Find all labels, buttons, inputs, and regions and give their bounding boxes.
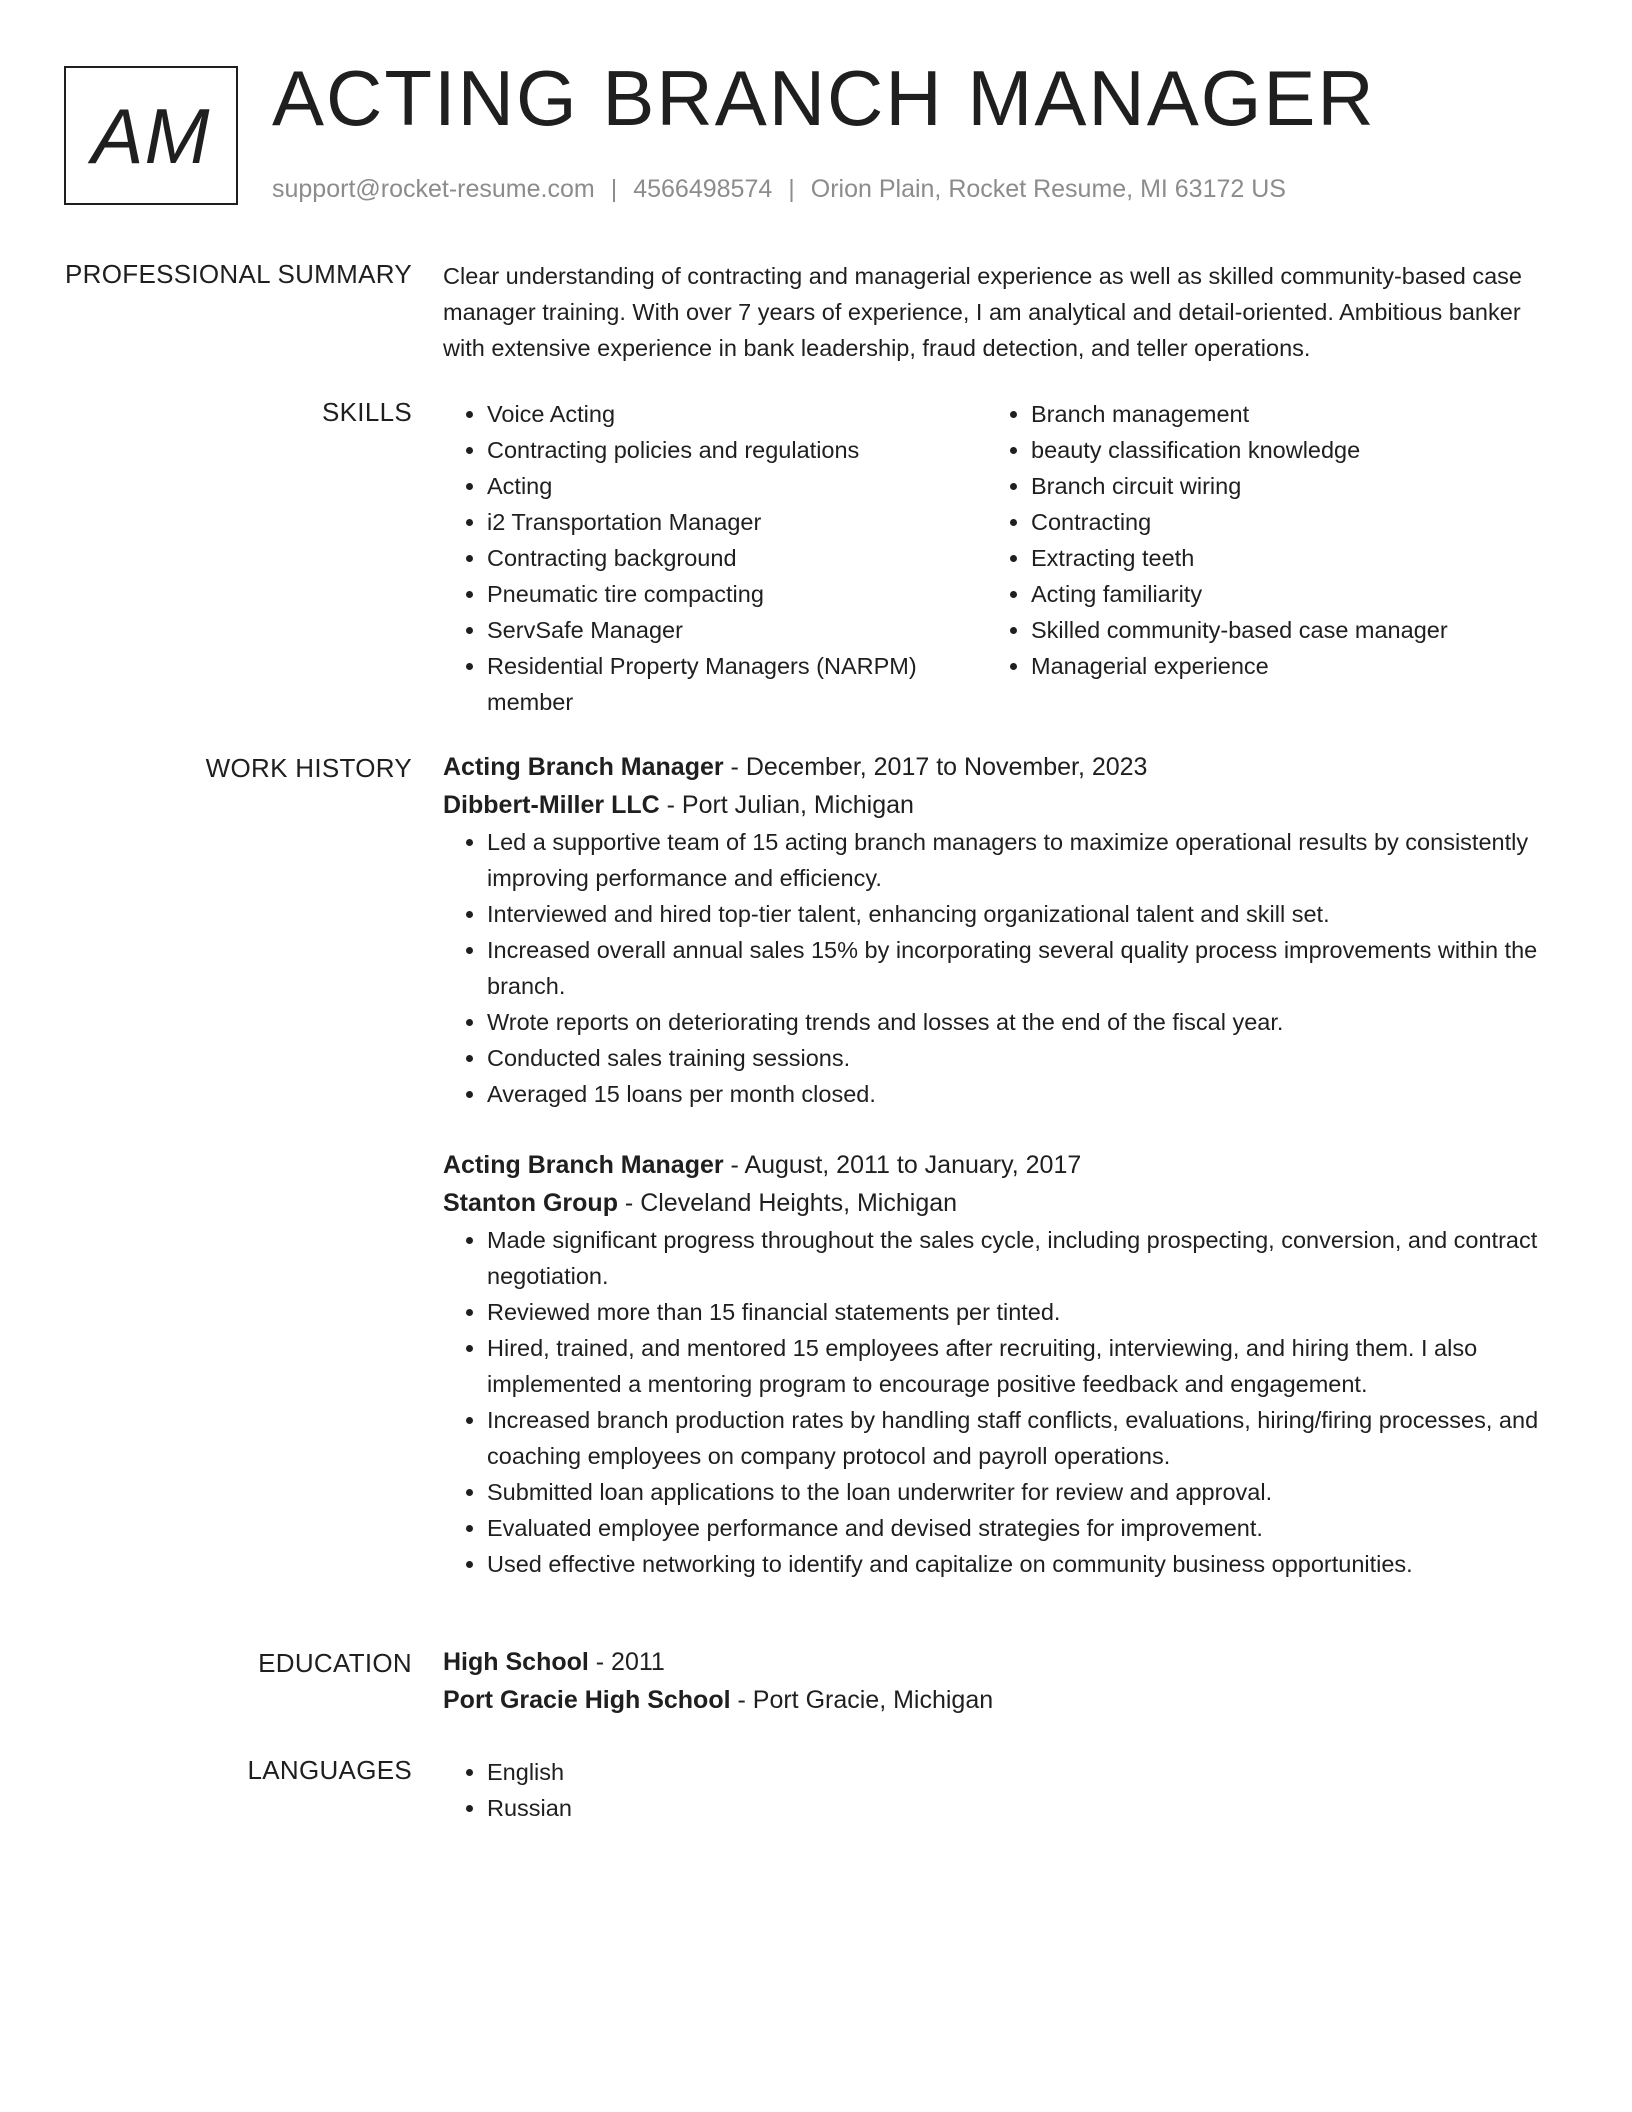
job-title-line — [443, 1146, 1553, 1184]
list-item: • Led a supportive team of 15 acting branch managers to maximize operational results by consistently improving performance and efficiency. — [487, 824, 1553, 896]
job-company: Stanton Group — [443, 1189, 618, 1217]
job-company-line — [443, 1184, 1553, 1222]
skills-columns — [443, 396, 1553, 720]
job-entry — [443, 1146, 1553, 1582]
list-item: • Averaged 15 loans per month closed. — [487, 1076, 1553, 1112]
job-bullets — [443, 1222, 1553, 1582]
education-location: - Port Gracie, Michigan — [730, 1686, 994, 1714]
list-item: • Increased overall annual sales 15% by incorporating several quality process improvements within the branch. — [487, 932, 1553, 1004]
list-item: • Made significant progress throughout the sales cycle, including prospecting, conversion, and contract negotiation. — [487, 1222, 1553, 1294]
list-item: • Acting — [487, 468, 987, 504]
contact-email: support@rocket-resume.com — [272, 175, 595, 203]
list-item: • beauty classification knowledge — [1031, 432, 1551, 468]
list-item: • Evaluated employee performance and devised strategies for improvement. — [487, 1510, 1553, 1546]
summary-body — [443, 258, 1553, 366]
list-item: • Submitted loan applications to the loan underwriter for review and approval. — [487, 1474, 1553, 1510]
job-dates: - August, 2011 to January, 2017 — [723, 1151, 1082, 1179]
list-item: • Hired, trained, and mentored 15 employees after recruiting, interviewing, and hiring them. I also implemented a mentoring program to encourage positive feedback and engagement. — [487, 1330, 1553, 1402]
skills-heading: SKILLS — [322, 397, 412, 427]
job-role: Acting Branch Manager — [443, 753, 724, 781]
list-item: • Interviewed and hired top-tier talent, enhancing organizational talent and skill set. — [487, 896, 1553, 932]
list-item: • Extracting teeth — [1031, 540, 1551, 576]
list-item: • Russian — [487, 1790, 1553, 1826]
job-entry — [443, 748, 1553, 1112]
list-item: • Branch circuit wiring — [1031, 468, 1551, 504]
job-location: - Port Julian, Michigan — [659, 791, 914, 819]
job-company-line — [443, 786, 1553, 824]
education-degree-line — [443, 1643, 1553, 1681]
work-history-heading: WORK HISTORY — [205, 753, 412, 783]
monogram-initials: AM — [91, 91, 211, 180]
job-role: Acting Branch Manager — [443, 1151, 724, 1179]
list-item: • Reviewed more than 15 financial statements per tinted. — [487, 1294, 1553, 1330]
list-item: • i2 Transportation Manager — [487, 504, 987, 540]
job-company: Dibbert-Miller LLC — [443, 791, 660, 819]
list-item: • Residential Property Managers (NARPM) member — [487, 648, 987, 720]
summary-heading: PROFESSIONAL SUMMARY — [65, 259, 412, 289]
list-item: • Voice Acting — [487, 396, 987, 432]
job-dates: - December, 2017 to November, 2023 — [723, 753, 1148, 781]
list-item: • Contracting background — [487, 540, 987, 576]
list-item: • Pneumatic tire compacting — [487, 576, 987, 612]
education-year: - 2011 — [588, 1648, 665, 1676]
list-item: • Branch management — [1031, 396, 1551, 432]
summary-text: Clear understanding of contracting and managerial experience as well as skilled community-based case manager training. With over 7 years of experience, I am analytical and detail-oriented. Ambitious banker with extensive experience in bank leadership, fraud detection, and teller operations. — [443, 263, 1522, 361]
languages-list — [443, 1754, 1553, 1826]
skills-body — [443, 396, 1553, 720]
contact-address: Orion Plain, Rocket Resume, MI 63172 US — [810, 175, 1286, 203]
skills-list-left — [443, 396, 987, 720]
skills-list-right — [987, 396, 1551, 720]
education-body — [443, 1643, 1553, 1719]
education-degree: High School — [443, 1648, 589, 1676]
education-school-line — [443, 1681, 1553, 1719]
education-school: Port Gracie High School — [443, 1686, 731, 1714]
list-item: • Increased branch production rates by handling staff conflicts, evaluations, hiring/firing processes, and coaching employees on company protocol and payroll operations. — [487, 1402, 1553, 1474]
resume-title: ACTING BRANCH MANAGER — [272, 54, 1376, 142]
list-item: • Contracting — [1031, 504, 1551, 540]
job-title-line — [443, 748, 1553, 786]
job-location: - Cleveland Heights, Michigan — [617, 1189, 958, 1217]
list-item: • Used effective networking to identify and capitalize on community business opportunities. — [487, 1546, 1553, 1582]
contact-separator: | — [610, 175, 618, 203]
contact-separator: | — [788, 175, 795, 203]
education-heading: EDUCATION — [258, 1648, 412, 1678]
list-item: • Acting familiarity — [1031, 576, 1551, 612]
list-item: • Conducted sales training sessions. — [487, 1040, 1553, 1076]
list-item: • English — [487, 1754, 1553, 1790]
list-item: • Managerial experience — [1031, 648, 1551, 684]
list-item: • Contracting policies and regulations — [487, 432, 987, 468]
list-item: • ServSafe Manager — [487, 612, 987, 648]
languages-heading: LANGUAGES — [247, 1755, 412, 1785]
contact-phone: 4566498574 — [633, 175, 773, 203]
languages-body — [443, 1754, 1553, 1826]
monogram-box — [64, 66, 238, 205]
list-item: • Wrote reports on deteriorating trends and losses at the end of the fiscal year. — [487, 1004, 1553, 1040]
job-bullets — [443, 824, 1553, 1112]
list-item: • Skilled community-based case manager — [1031, 612, 1551, 648]
contact-line — [272, 174, 1286, 204]
work-history-body — [443, 748, 1553, 1582]
